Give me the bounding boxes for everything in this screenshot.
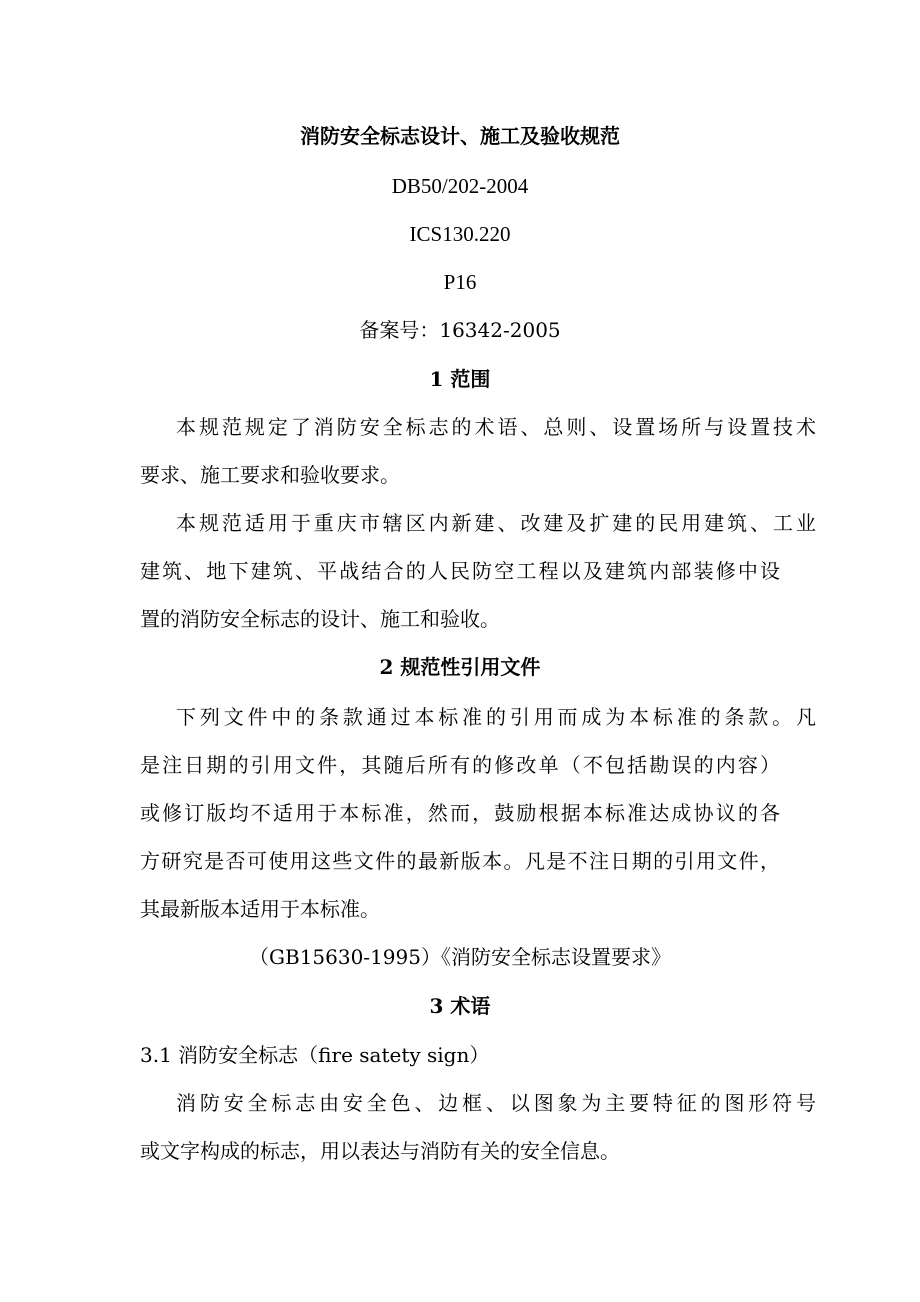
section-2-line: 其最新版本适用于本标准。 [140,897,380,921]
section-2-heading: 2 规范性引用文件 [379,655,541,679]
section-3-line: 消防安全标志由安全色、边框、以图象为主要特征的图形符号 [176,1091,816,1115]
document-title: 消防安全标志设计、施工及验收规范 [300,124,620,148]
section-1-line: 本规范适用于重庆市辖区内新建、改建及扩建的民用建筑、工业 [176,511,816,535]
section-2-line: 下列文件中的条款通过本标准的引用而成为本标准的条款。凡 [176,705,816,729]
ics-code: ICS130.220 [409,222,511,246]
term-3-1-heading: 3.1 消防安全标志（fire satety sign） [140,1043,490,1067]
section-3-line: 或文字构成的标志，用以表达与消防有关的安全信息。 [140,1139,620,1163]
reference-document: （GB15630-1995）《消防安全标志设置要求》 [249,945,671,969]
classification-code: P16 [443,270,477,294]
section-3-heading: 3 术语 [429,994,491,1018]
section-1-line: 建筑、地下建筑、平战结合的人民防空工程以及建筑内部装修中设 [140,559,780,583]
section-1-line: 本规范规定了消防安全标志的术语、总则、设置场所与设置技术 [176,415,816,439]
standard-code: DB50/202-2004 [391,174,529,198]
record-number: 备案号：16342-2005 [359,318,561,342]
section-2-line: 或修订版均不适用于本标准，然而，鼓励根据本标准达成协议的各 [140,801,780,825]
section-1-line: 置的消防安全标志的设计、施工和验收。 [140,607,500,631]
section-1-line: 要求、施工要求和验收要求。 [140,463,400,487]
section-2-line: 是注日期的引用文件，其随后所有的修改单（不包括勘误的内容） [140,753,780,777]
section-2-line: 方研究是否可使用这些文件的最新版本。凡是不注日期的引用文件， [140,849,780,873]
section-1-heading: 1 范围 [429,367,491,391]
